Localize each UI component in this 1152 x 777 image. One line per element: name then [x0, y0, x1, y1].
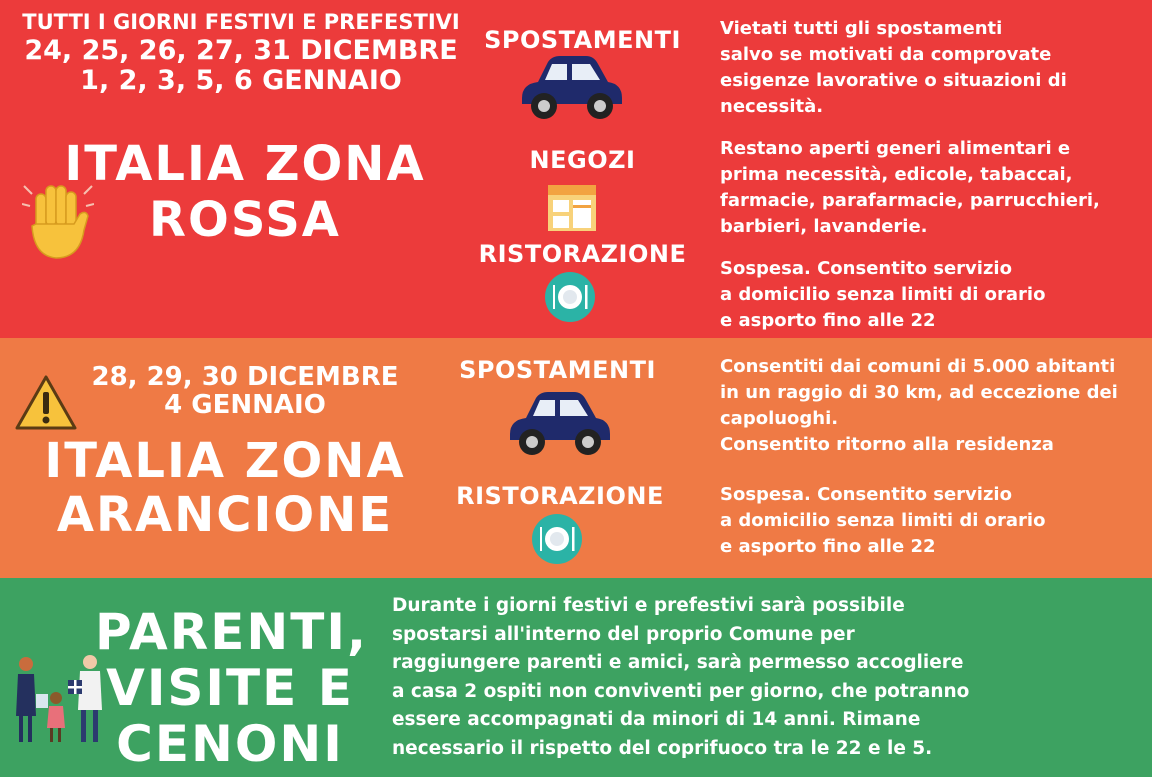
red-dates-line2: 24, 25, 26, 27, 31 DICEMBRE	[24, 35, 458, 66]
warning-icon	[14, 374, 78, 432]
red-title-line2: ROSSA	[149, 192, 341, 248]
red-spostamenti-text: Vietati tutti gli spostamenti salvo se motivati da comprovate esigenze lavorative o situazioni di necessità.	[720, 18, 1067, 117]
plate-icon	[545, 272, 595, 322]
green-section	[0, 578, 1152, 777]
orange-title-line2: ARANCIONE	[56, 487, 394, 543]
orange-zone-dates	[80, 363, 410, 419]
shop-icon	[548, 185, 596, 231]
red-negozi-label: NEGOZI	[529, 146, 636, 174]
car-icon	[500, 390, 616, 458]
green-title	[95, 603, 368, 773]
orange-zone-title	[20, 434, 430, 542]
red-ristorazione-text: Sospesa. Consentito servizio a domicilio senza limiti di orario e asporto fino alle 22	[720, 258, 1046, 331]
green-text: Durante i giorni festivi e prefestivi sarà possibile spostarsi all'interno del proprio Comune per raggiungere parenti e amici, sarà permesso accogliere a casa 2 ospiti non conviventi per giorno, che potranno essere accompagnati da minori di 14 anni. Rimane necessario il rispetto del coprifuoco tra le 22 e le 5.	[392, 595, 970, 759]
orange-dates-line1: 28, 29, 30 DICEMBRE	[91, 362, 399, 392]
orange-zone-section	[0, 338, 1152, 578]
red-dates-line3: 1, 2, 3, 5, 6 GENNAIO	[80, 65, 402, 96]
green-title-line3: CENONI	[116, 715, 344, 773]
orange-ristorazione-text: Sospesa. Consentito servizio a domicilio senza limiti di orario e asporto fino alle 22	[720, 484, 1046, 557]
red-zone-section	[0, 0, 1152, 338]
red-negozi-text: Restano aperti generi alimentari e prima necessità, edicole, tabaccai, farmacie, parafarmacie, parrucchieri, barbieri, lavanderie.	[720, 138, 1100, 237]
green-title-line2: VISITE E	[106, 659, 354, 717]
orange-dates-line2: 4 GENNAIO	[164, 390, 326, 420]
orange-title-line1: ITALIA ZONA	[44, 433, 406, 489]
red-zone-title	[60, 136, 430, 248]
red-zone-dates	[10, 8, 472, 96]
orange-spostamenti-text: Consentiti dai comuni di 5.000 abitanti in un raggio di 30 km, ad eccezione dei capoluoghi. Consentito ritorno alla residenza	[720, 356, 1118, 455]
green-title-line1: PARENTI,	[95, 603, 368, 661]
red-ristorazione-label: RISTORAZIONE	[478, 240, 687, 268]
red-title-line1: ITALIA ZONA	[64, 136, 426, 192]
car-icon	[512, 54, 628, 122]
red-dates-line1: TUTTI I GIORNI FESTIVI E PREFESTIVI	[22, 10, 460, 34]
plate-icon	[532, 514, 582, 564]
orange-ristorazione-label: RISTORAZIONE	[456, 482, 664, 510]
orange-spostamenti-label: SPOSTAMENTI	[459, 356, 656, 384]
red-spostamenti-label: SPOSTAMENTI	[484, 26, 681, 54]
